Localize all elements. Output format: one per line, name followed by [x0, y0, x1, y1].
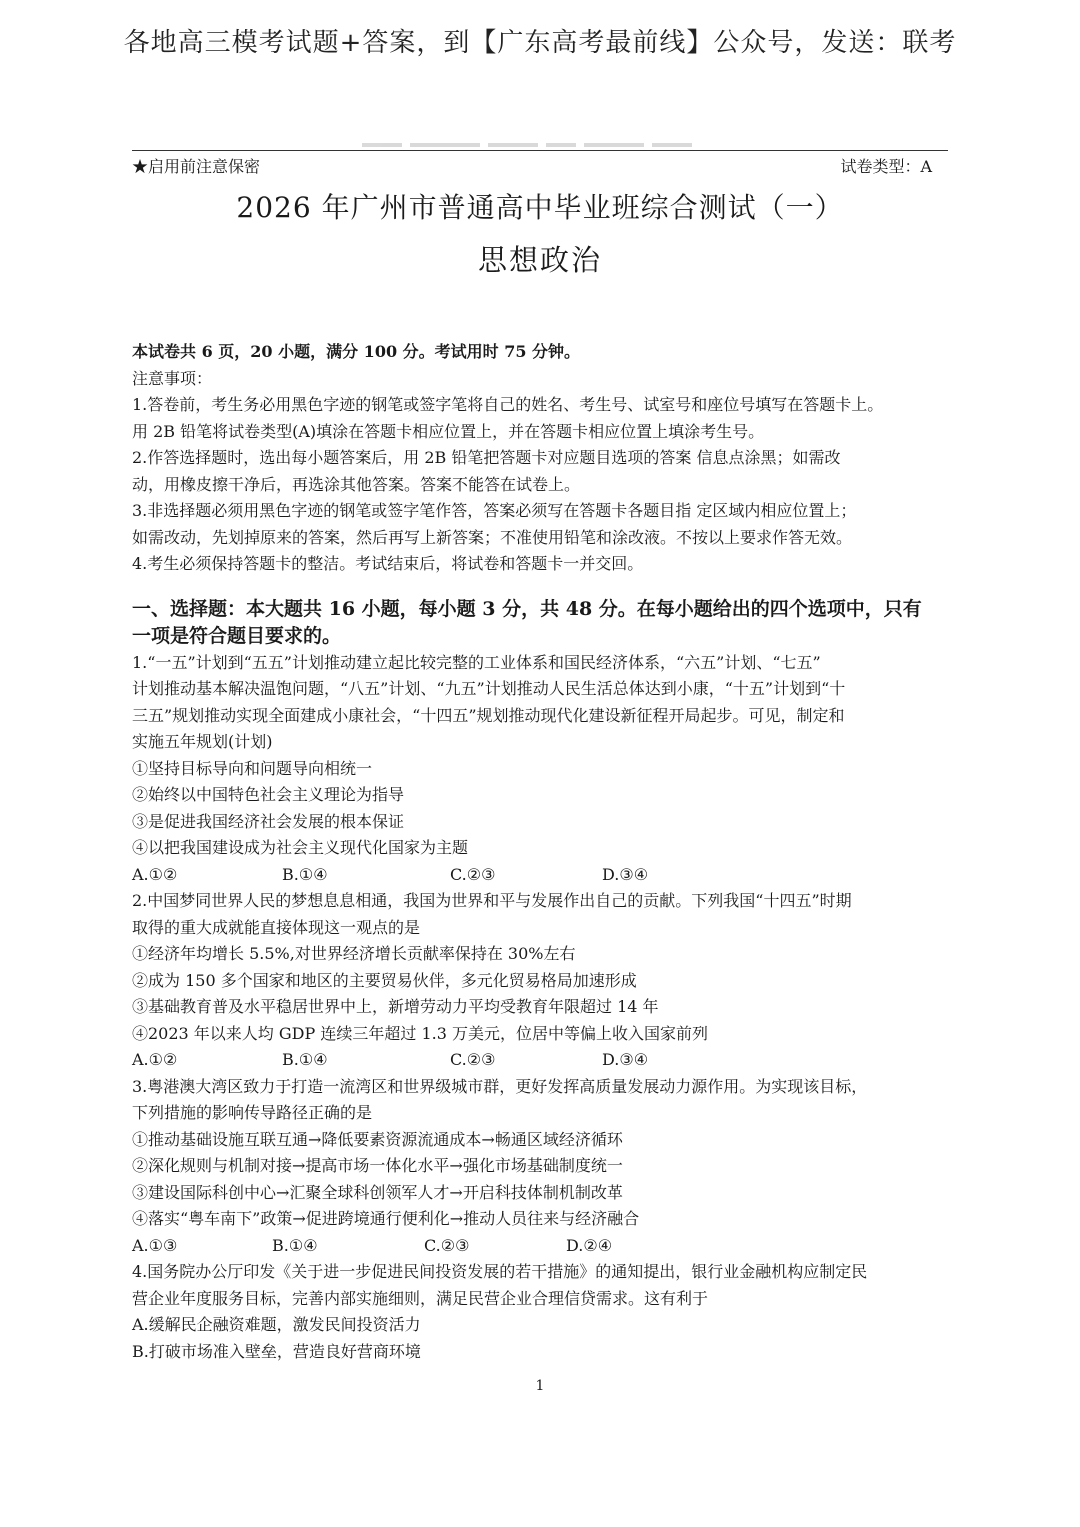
- option-a: A.①③: [132, 1235, 178, 1255]
- question-item: ②深化规则与机制对接→提高市场一体化水平→强化市场基础制度统一: [132, 1156, 623, 1175]
- question-item: ①推动基础设施互联互通→降低要素资源流通成本→畅通区域经济循环: [132, 1129, 623, 1149]
- question-stem: 下列措施的影响传导路径正确的是: [132, 1103, 373, 1122]
- question-item: ③建设国际科创中心→汇聚全球科创领军人才→开启科技体制机制改革: [132, 1182, 623, 1202]
- option-c: C.②③: [450, 1050, 496, 1069]
- intro-line: 本试卷共 6 页，20 小题，满分 100 分。考试用时 75 分钟。: [132, 342, 581, 361]
- question-item: ④落实“粤车南下”政策→促进跨境通行便利化→推动人员往来与经济融合: [132, 1209, 640, 1228]
- option-d: D.②④: [566, 1235, 613, 1255]
- note-line: 如需改动，先划掉原来的答案，然后再写上新答案；不准使用铅笔和涂改液。不按以上要求作答无效。: [132, 527, 853, 547]
- exam-title: 2026 年广州市普通高中毕业班综合测试（一）: [236, 191, 844, 224]
- question-stem: 三五”规划推动实现全面建成小康社会，“十四五”规划推动现代化建设新征程开局起步。可见，制定和: [132, 705, 845, 725]
- question-item: B.打破市场准入壁垒，营造良好营商环境: [132, 1341, 421, 1361]
- exam-body: [132, 339, 952, 1365]
- question-item: ②成为 150 多个国家和地区的主要贸易伙伴，多元化贸易格局加速形成: [132, 970, 637, 990]
- question-stem: 1.“一五”计划到“五五”计划推动建立起比较完整的工业体系和国民经济体系，“六五”计划、“七五”: [132, 652, 821, 672]
- question-item: ③是促进我国经济社会发展的根本保证: [132, 811, 405, 831]
- question-stem: 4.国务院办公厅印发《关于进一步促进民间投资发展的若干措施》的通知提出，银行业金融机构应制定民: [132, 1262, 868, 1281]
- note-line: 用 2B 铅笔将试卷类型(A)填涂在答题卡相应位置上，并在答题卡相应位置上填涂考生号。: [132, 421, 765, 441]
- option-b: B.①④: [282, 1050, 328, 1069]
- answer-options: [132, 1047, 952, 1074]
- subject-title: 思想政治: [477, 243, 602, 277]
- note-line: 3.非选择题必须用黑色字迹的钢笔或签字笔作答，答案必须写在答题卡各题目指 定区域内相应位置上；: [132, 501, 857, 520]
- option-d: D.③④: [602, 1050, 649, 1069]
- question-stem: 3.粤港澳大湾区致力于打造一流湾区和世界级城市群，更好发挥高质量发展动力源作用。为实现该目标，: [132, 1076, 868, 1096]
- note-line: 2.作答选择题时，选出每小题答案后，用 2B 铅笔把答题卡对应题目选项的答案 信息点涂黑；如需改: [132, 448, 841, 467]
- option-d: D.③④: [602, 864, 649, 884]
- note-line: 1.答卷前，考生务必用黑色字迹的钢笔或签字笔将自己的姓名、考生号、试室号和座位号填写在答题卡上。: [132, 395, 884, 414]
- question-stem: 2.中国梦同世界人民的梦想息息相通，我国为世界和平与发展作出自己的贡献。下列我国“十四五”时期: [132, 891, 852, 910]
- section-heading: 一、选择题：本大题共 16 小题，每小题 3 分，共 48 分。在每小题给出的四个选项中，只有: [132, 597, 922, 620]
- question-stem: 计划推动基本解决温饱问题，“八五”计划、“九五”计划推动人民生活总体达到小康，“十五”计划到“十: [132, 679, 846, 698]
- option-a: A.①②: [132, 1050, 178, 1069]
- answer-options: [132, 862, 952, 889]
- question-item: ③基础教育普及水平稳居世界中上，新增劳动力平均受教育年限超过 14 年: [132, 997, 659, 1016]
- question-stem: 取得的重大成就能直接体现这一观点的是: [132, 917, 421, 937]
- option-b: B.①④: [282, 864, 328, 884]
- question-item: ①坚持目标导向和问题导向相统一: [132, 758, 373, 778]
- option-a: A.①②: [132, 864, 178, 884]
- page-number: 1: [535, 1378, 545, 1394]
- section-heading: 一项是符合题目要求的。: [132, 624, 342, 647]
- question-stem: 营企业年度服务目标，完善内部实施细则，满足民营企业合理信贷需求。这有利于: [132, 1288, 709, 1308]
- note-line: 4.考生必须保持答题卡的整洁。考试结束后，将试卷和答题卡一并交回。: [132, 554, 644, 573]
- note-line: 动，用橡皮擦干净后，再选涂其他答案。答案不能答在试卷上。: [132, 474, 581, 494]
- question-item: ④2023 年以来人均 GDP 连续三年超过 1.3 万美元，位居中等偏上收入国家前列: [132, 1023, 708, 1043]
- promo-banner: 各地高三模考试题+答案，到【广东高考最前线】公众号，发送：联考: [123, 28, 957, 58]
- option-b: B.①④: [272, 1235, 318, 1255]
- answer-options: [132, 1233, 952, 1260]
- paper-type-label: 试卷类型：A: [840, 157, 932, 176]
- question-item: ①经济年均增长 5.5%,对世界经济增长贡献率保持在 30%左右: [132, 944, 576, 963]
- question-stem: 实施五年规划(计划): [132, 732, 273, 751]
- header-rule: [132, 150, 948, 151]
- option-c: C.②③: [424, 1235, 470, 1255]
- faint-watermark-strip: [362, 134, 712, 144]
- confidential-label: ★启用前注意保密: [132, 157, 261, 176]
- notes-title: 注意事项：: [132, 368, 213, 388]
- question-item: ②始终以中国特色社会主义理论为指导: [132, 785, 405, 804]
- option-c: C.②③: [450, 864, 496, 884]
- question-item: ④以把我国建设成为社会主义现代化国家为主题: [132, 838, 469, 857]
- question-item: A.缓解民企融资难题，激发民间投资活力: [132, 1315, 421, 1334]
